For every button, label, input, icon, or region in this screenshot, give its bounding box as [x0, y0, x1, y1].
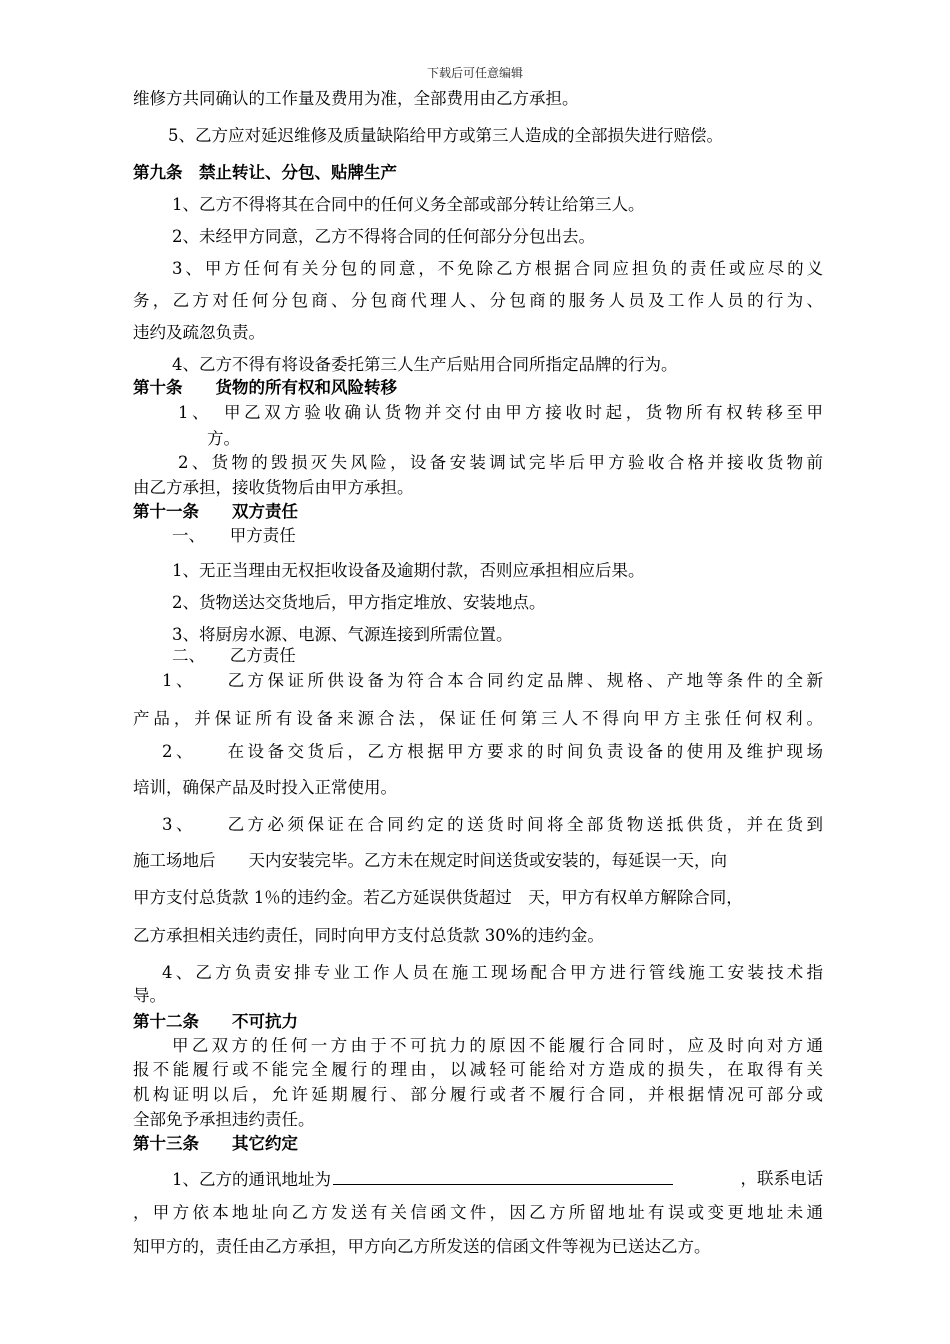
body-line: 甲乙双方的任何一方由于不可抗力的原因不能履行合同时，应及时向对方通	[172, 1036, 823, 1055]
body-line: 4、乙方不得有将设备委托第三人生产后贴用合同所指定品牌的行为。	[172, 355, 678, 374]
body-line: 1、无正当理由无权拒收设备及逾期付款，否则应承担相应后果。	[172, 561, 645, 580]
body-line: 产品，并保证所有设备来源合法，保证任何第三人不得向甲方主张任何权利。	[133, 709, 823, 728]
body-line: 1、 甲乙双方验收确认货物并交付由甲方接收时起，货物所有权转移至甲	[178, 403, 823, 422]
body-line: 维修方共同确认的工作量及费用为准，全部费用由乙方承担。	[133, 89, 579, 108]
body-line: 甲方支付总货款 1％的违约金。若乙方延误供货超过 天，甲方有权单方解除合同，	[133, 888, 743, 907]
body-line: 知甲方的，责任由乙方承担，甲方向乙方所发送的信函文件等视为已送达乙方。	[133, 1237, 711, 1256]
body-line: 1、乙方不得将其在合同中的任何义务全部或部分转让给第三人。	[172, 195, 645, 214]
subsection-heading: 一、 甲方责任	[172, 526, 296, 545]
body-line: 方。	[207, 429, 240, 448]
body-line: 2、货物送达交货地后，甲方指定堆放、安装地点。	[172, 593, 546, 612]
section-heading: 第九条 禁止转让、分包、贴牌生产	[133, 163, 397, 182]
address-line	[172, 1168, 823, 1191]
address-label: 1、乙方的通讯地址为	[172, 1170, 331, 1189]
body-line: 培训，确保产品及时投入正常使用。	[133, 778, 397, 797]
phone-label: ，联系电话	[740, 1169, 823, 1188]
body-line: 4、乙方负责安排专业工作人员在施工现场配合甲方进行管线施工安装技术指	[162, 963, 823, 982]
body-line: 3、将厨房水源、电源、气源连接到所需位置。	[172, 625, 513, 644]
body-line: 1、 乙方保证所供设备为符合本合同约定品牌、规格、产地等条件的全新	[162, 671, 823, 690]
page-header: 下载后可任意编辑	[426, 66, 523, 80]
body-line: 由乙方承担，接收货物后由甲方承担。	[133, 478, 414, 497]
body-line: 2、 在设备交货后，乙方根据甲方要求的时间负责设备的使用及维护现场	[162, 742, 823, 761]
section-heading: 第十条 货物的所有权和风险转移	[133, 378, 397, 397]
body-line: ，甲方依本地址向乙方发送有关信函文件，因乙方所留地址有误或变更地址未通	[133, 1203, 823, 1222]
body-line: 违约及疏忽负责。	[133, 323, 265, 342]
address-blank[interactable]	[333, 1168, 673, 1185]
body-line: 3、甲方任何有关分包的同意，不免除乙方根据合同应担负的责任或应尽的义	[172, 259, 823, 278]
body-line: 报不能履行或不能完全履行的理由，以减轻可能给对方造成的损失，在取得有关	[133, 1060, 823, 1079]
section-heading: 第十一条 双方责任	[133, 502, 298, 521]
body-line: 2、未经甲方同意，乙方不得将合同的任何部分分包出去。	[172, 227, 595, 246]
body-line: 3、 乙方必须保证在合同约定的送货时间将全部货物送抵供货，并在货到	[162, 815, 823, 834]
body-line: 机构证明以后，允许延期履行、部分履行或者不履行合同，并根据情况可部分或	[133, 1085, 823, 1104]
body-line: 5、乙方应对延迟维修及质量缺陷给甲方或第三人造成的全部损失进行赔偿。	[168, 126, 723, 145]
body-line: 乙方承担相关违约责任，同时向甲方支付总货款 30%的违约金。	[133, 926, 604, 945]
body-line: 务，乙方对任何分包商、分包商代理人、分包商的服务人员及工作人员的行为、	[133, 291, 823, 310]
body-line: 施工场地后 天内安装完毕。乙方未在规定时间送货或安装的，每延误一天，向	[133, 851, 727, 870]
subsection-heading: 二、 乙方责任	[172, 646, 296, 665]
section-heading: 第十三条 其它约定	[133, 1134, 298, 1153]
body-line: 全部免予承担违约责任。	[133, 1110, 315, 1129]
section-heading: 第十二条 不可抗力	[133, 1012, 298, 1031]
body-line: 导。	[133, 986, 166, 1005]
body-line: 2、货物的毁损灭失风险，设备安装调试完毕后甲方验收合格并接收货物前	[178, 453, 823, 472]
